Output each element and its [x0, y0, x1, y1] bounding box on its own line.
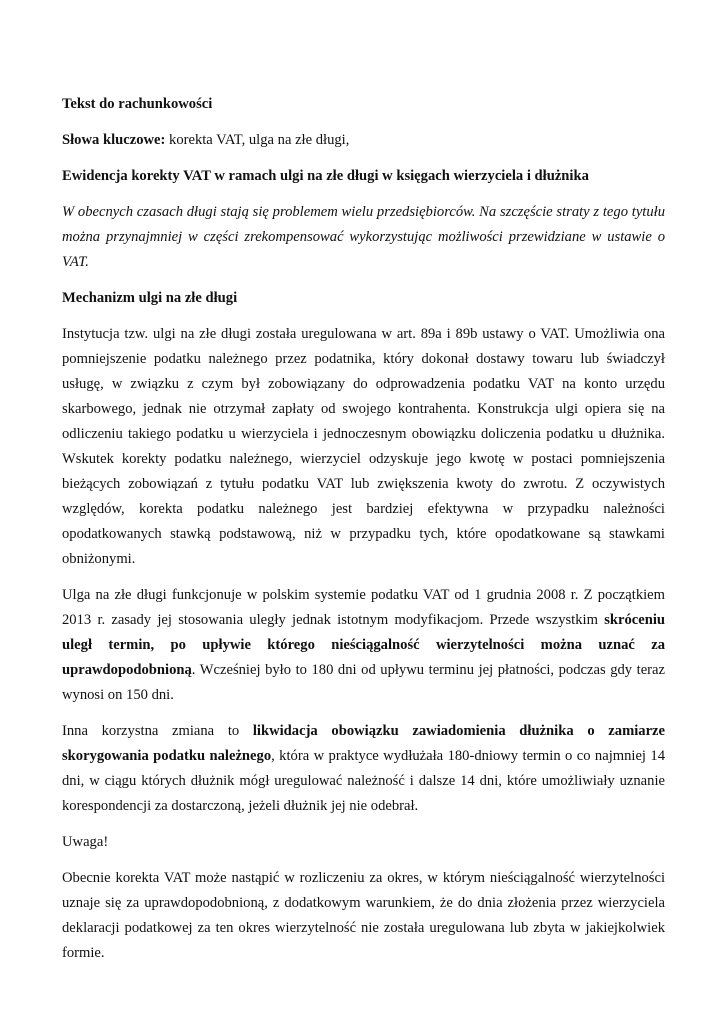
section-heading: Mechanizm ulgi na złe długi — [62, 290, 238, 306]
lead-paragraph: W obecnych czasach długi stają się problemem wielu przedsiębiorców. Na szczęście straty z tego tytułu można przynajmniej w części zrekompensować wykorzystując możliwości przewidziane w ustawie o VAT. — [62, 204, 665, 270]
keywords-line — [62, 128, 665, 153]
paragraph-1: Instytucja tzw. ulgi na złe długi została uregulowana w art. 89a i 89b ustawy o VAT. Umożliwia ona pomniejszenie podatku należnego przez podatnika, który dokonał dostawy towaru lub świadczył usługę, w związku z czym był zobowiązany do odprowadzenia podatku VAT na konto urzędu skarbowego, jednak nie otrzymał zapłaty od swojego kontrahenta. Konstrukcja ulgi opiera się na odliczeniu takiego podatku u wierzyciela i jednoczesnym obowiązku doliczenia podatku u dłużnika. Wskutek korekty podatku należnego, wierzyciel odzyskuje jego kwotę w postaci pomniejszenia bieżących zobowiązań z tytułu podatku VAT lub zwiększenia kwoty do zwrotu. Z oczywistych względów, korekta podatku należnego jest bardziej efektywna w przypadku należności opodatkowanych stawką podstawową, niż w przypadku tych, które opodatkowane są stawkami obniżonymi. — [62, 326, 665, 567]
document-page — [62, 92, 665, 977]
paragraph-2: Ulga na złe długi funkcjonuje w polskim systemie podatku VAT od 1 grudnia 2008 r. Z początkiem 2013 r. zasady jej stosowania uległy jednak istotnym modyfikacjom. Przede wszystkim skróceniu uległ termin, po upływie którego nieściągalność wierzytelności można uznać za uprawdopodobnioną. Wcześniej było to 180 dni od upływu terminu jej płatności, podczas gdy teraz wynosi on 150 dni. — [62, 587, 665, 703]
document-title: Tekst do rachunkowości — [62, 96, 213, 112]
keywords-value: korekta VAT, ulga na złe długi, — [165, 132, 350, 148]
paragraph-4: Obecnie korekta VAT może nastąpić w rozliczeniu za okres, w którym nieściągalność wierzytelności uznaje się za uprawdopodobnioną, z dodatkowym warunkiem, że do dnia złożenia przez wierzyciela deklaracji podatkowej za ten okres wierzytelność nie została uregulowana lub zbyta w jakiejkolwiek formie. — [62, 870, 665, 961]
article-heading: Ewidencja korekty VAT w ramach ulgi na złe długi w księgach wierzyciela i dłużnika — [62, 168, 589, 184]
note-label: Uwaga! — [62, 834, 109, 850]
paragraph-3: Inna korzystna zmiana to likwidacja obowiązku zawiadomienia dłużnika o zamiarze skorygowania podatku należnego, która w praktyce wydłużała 180-dniowy termin o co najmniej 14 dni, w ciągu których dłużnik mógł uregulować należność i dalsze 14 dni, które umożliwiały uznanie korespondencji za dostarczoną, jeżeli dłużnik jej nie odebrał. — [62, 723, 666, 814]
keywords-label: Słowa kluczowe: — [62, 132, 166, 148]
